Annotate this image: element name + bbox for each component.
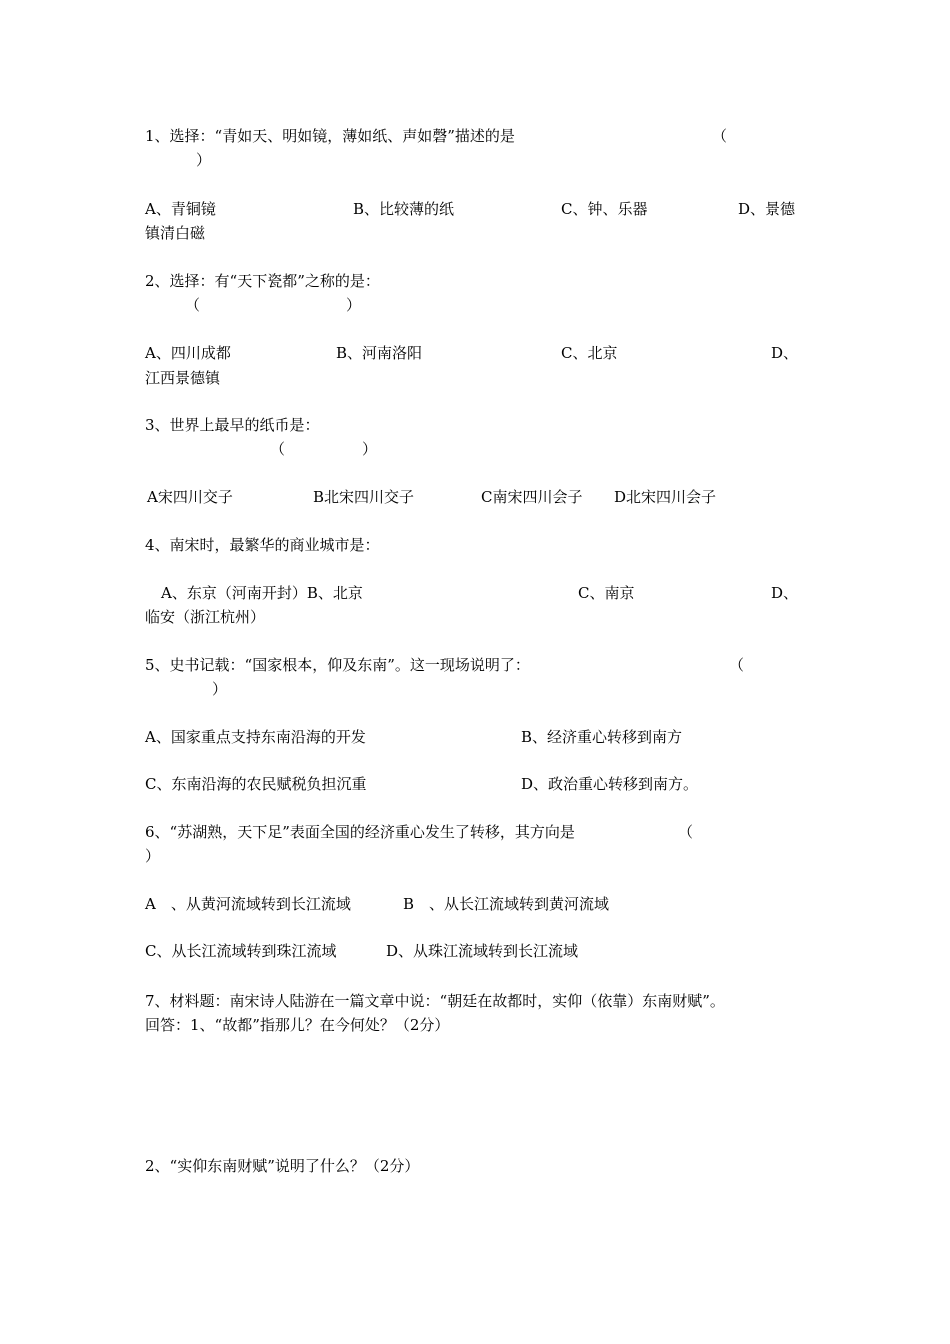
q5-stem: 5、史书记载：“国家根本，仰及东南”。这一现场说明了： xyxy=(145,656,530,674)
q3-stem: 3、世界上最早的纸币是： xyxy=(145,416,320,434)
q4-stem: 4、南宋时，最繁华的商业城市是： xyxy=(145,536,380,554)
q6-option-c: C、从长江流域转到珠江流域 xyxy=(145,942,337,960)
q2-option-d: D、 xyxy=(771,344,799,362)
q1-paren-close: ） xyxy=(196,151,212,169)
q2-option-a: A、四川成都 xyxy=(145,344,231,362)
q4-option-c: C、南京 xyxy=(578,584,635,602)
q2-paren-open: （ xyxy=(185,296,201,314)
q6-paren-open: （ xyxy=(678,823,694,841)
q6-stem: 6、“苏湖熟，天下足”表面全国的经济重心发生了转移，其方向是 xyxy=(145,823,575,841)
q6-option-d: D、从珠江流域转到长江流域 xyxy=(386,942,579,960)
q3-option-a: A宋四川交子 xyxy=(147,488,233,506)
q5-paren-open: （ xyxy=(729,656,745,674)
q5-option-a: A、国家重点支持东南沿海的开发 xyxy=(145,728,366,746)
q5-option-b: B、经济重心转移到南方 xyxy=(521,728,683,746)
q3-paren-open: （ xyxy=(270,440,286,458)
q6-option-a: A 、从黄河流域转到长江流域 xyxy=(145,895,351,913)
q5-paren-close: ） xyxy=(212,680,228,698)
q3-option-b: B北宋四川交子 xyxy=(313,488,415,506)
q7-sub-question-1: 回答：1、“故都”指那儿？在今何处？（2分） xyxy=(145,1016,450,1034)
q3-option-c: C南宋四川会子 xyxy=(481,488,583,506)
q1-stem: 1、选择：“青如天、明如镜，薄如纸、声如磬”描述的是 xyxy=(145,127,515,145)
q5-option-d: D、政治重心转移到南方。 xyxy=(521,775,699,793)
q3-paren-close: ） xyxy=(362,440,378,458)
q3-option-d: D北宋四川会子 xyxy=(614,488,717,506)
q4-option-ab: A、东京（河南开封）B、北京 xyxy=(161,584,363,602)
q2-stem: 2、选择：有“天下瓷都”之称的是： xyxy=(145,272,380,290)
q5-option-c: C、东南沿海的农民赋税负担沉重 xyxy=(145,775,367,793)
q2-paren-close: ） xyxy=(346,296,362,314)
q4-option-d: D、 xyxy=(771,584,799,602)
q6-option-b: B 、从长江流域转到黄河流域 xyxy=(403,895,610,913)
q1-option-d: D、景德 xyxy=(738,200,796,218)
q2-option-d-wrap: 江西景德镇 xyxy=(145,369,221,387)
q2-option-c: C、北京 xyxy=(561,344,618,362)
q7-sub-question-2: 2、“实仰东南财赋”说明了什么？（2分） xyxy=(145,1157,420,1175)
q1-option-b: B、比较薄的纸 xyxy=(353,200,455,218)
q1-option-a: A、青铜镜 xyxy=(145,200,216,218)
q1-paren-open: （ xyxy=(712,127,728,145)
q6-paren-close: ） xyxy=(145,847,161,865)
q1-option-c: C、钟、乐器 xyxy=(561,200,648,218)
q2-option-b: B、河南洛阳 xyxy=(336,344,423,362)
q7-stem: 7、材料题：南宋诗人陆游在一篇文章中说：“朝廷在故都时，实仰（依靠）东南财赋”。 xyxy=(145,992,725,1010)
q4-option-d-wrap: 临安（浙江杭州） xyxy=(145,608,266,626)
q1-option-d-wrap: 镇清白磁 xyxy=(145,224,206,242)
